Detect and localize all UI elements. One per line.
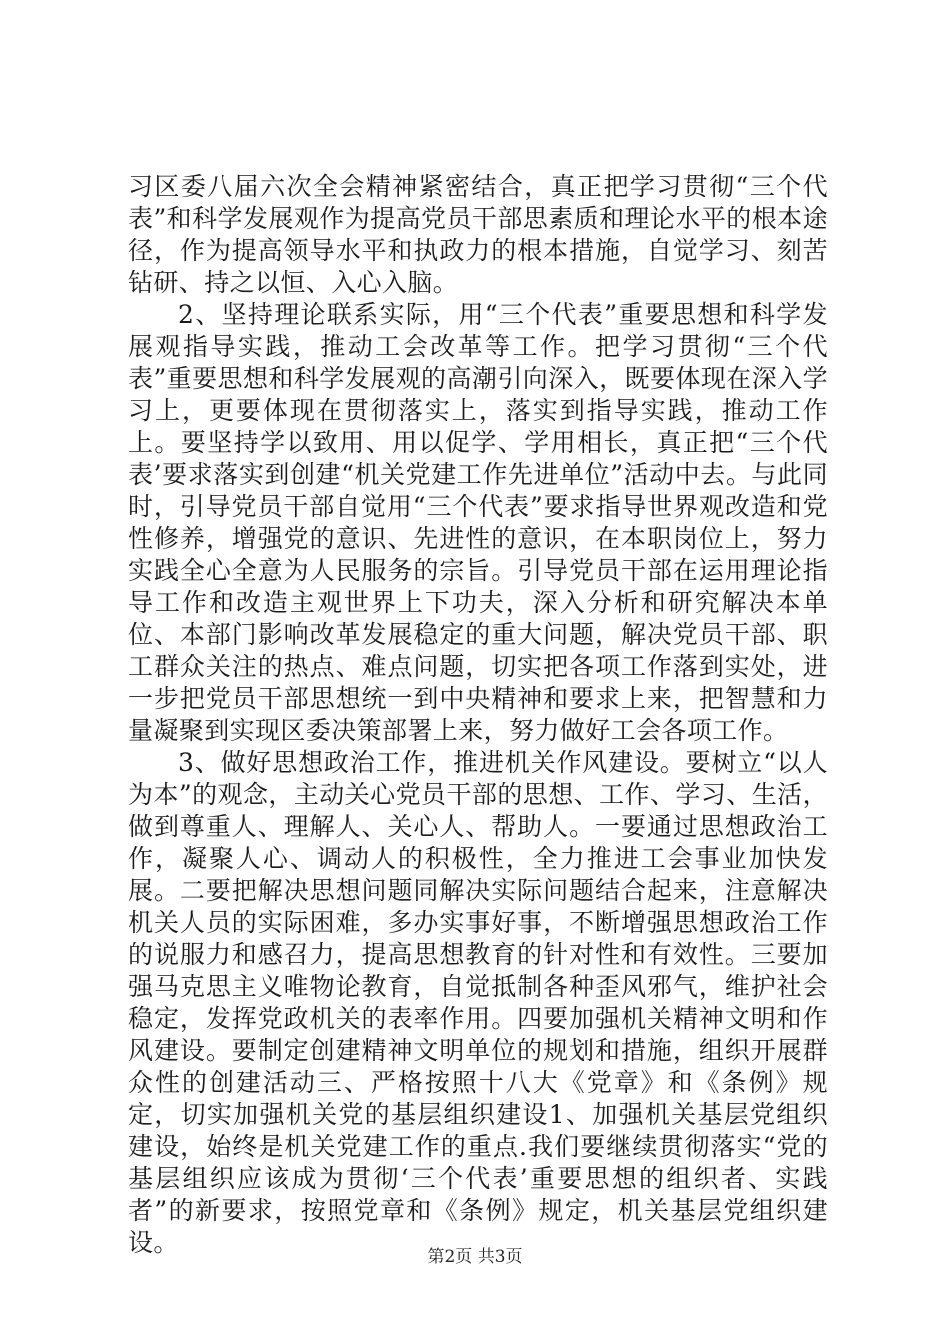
paragraph-item-3: 3、做好思想政治工作，推进机关作风建设。要树立“以人为本”的观念，主动关心党员干部的思想、工作、学习、生活，做到尊重人、理解人、关心人、帮助人。一要通过思想政治工作，凝聚人心、调动人的积极性，全力推进工会事业加快发展。二要把解决思想问题同解决实际问题结合起来，注意解决机关人员的实际困难，多办实事好事，不断增强思想政治工作的说服力和感召力，提高思想教育的针对性和有效性。三要加强马克思主义唯物论教育，自觉抵制各种歪风邪气，维护社会稳定，发挥党政机关的表率作用。四要加强机关精神文明和作风建设。要制定创建精神文明单位的规划和措施，组织开展群众性的创建活动三、严格按照十八大《党章》和《条例》规定，切实加强机关党的基层组织建设1、加强机关基层党组织建设，始终是机关党建工作的重点.我们要继续贯彻落实“党的基层组织应该成为贯彻‘三个代表’重要思想的组织者、实践者”的新要求，按照党章和《条例》规定，机关基层党组织建设。 [128,748,828,1257]
paragraph-item-2: 2、坚持理论联系实际，用“三个代表”重要思想和科学发展观指导实践，推动工会改革等工作。把学习贯彻“三个代表”重要思想和科学发展观的高潮引向深入，既要体现在深入学习上，更要体现在贯彻落实上，落实到指导实践，推动工作上。要坚持学以致用、用以促学、学用相长，真正把“三个代表’要求落实到创建“机关党建工作先进单位”活动中去。与此同时，引导党员干部自觉用“三个代表”要求指导世界观改造和党性修养，增强党的意识、先进性的意识，在本职岗位上，努力实践全心全意为人民服务的宗旨。引导党员干部在运用理论指导工作和改造主观世界上下功夫，深入分析和研究解决本单位、本部门影响改革发展稳定的重大问题，解决党员干部、职工群众关注的热点、难点问题，切实把各项工作落到实处，进一步把党员干部思想统一到中央精神和要求上来，把智慧和力量凝聚到实现区委决策部署上来，努力做好工会各项工作。 [128,300,828,745]
paragraph-continuation: 习区委八届六次全会精神紧密结合，真正把学习贯彻“三个代表”和科学发展观作为提高党员干部思素质和理论水平的根本途径，作为提高领导水平和执政力的根本措施，自觉学习、刻苦钻研、持之以恒、入心入脑。 [128,172,828,297]
page-number-footer: 第2页 共3页 [427,1247,523,1267]
document-body [128,171,828,1259]
